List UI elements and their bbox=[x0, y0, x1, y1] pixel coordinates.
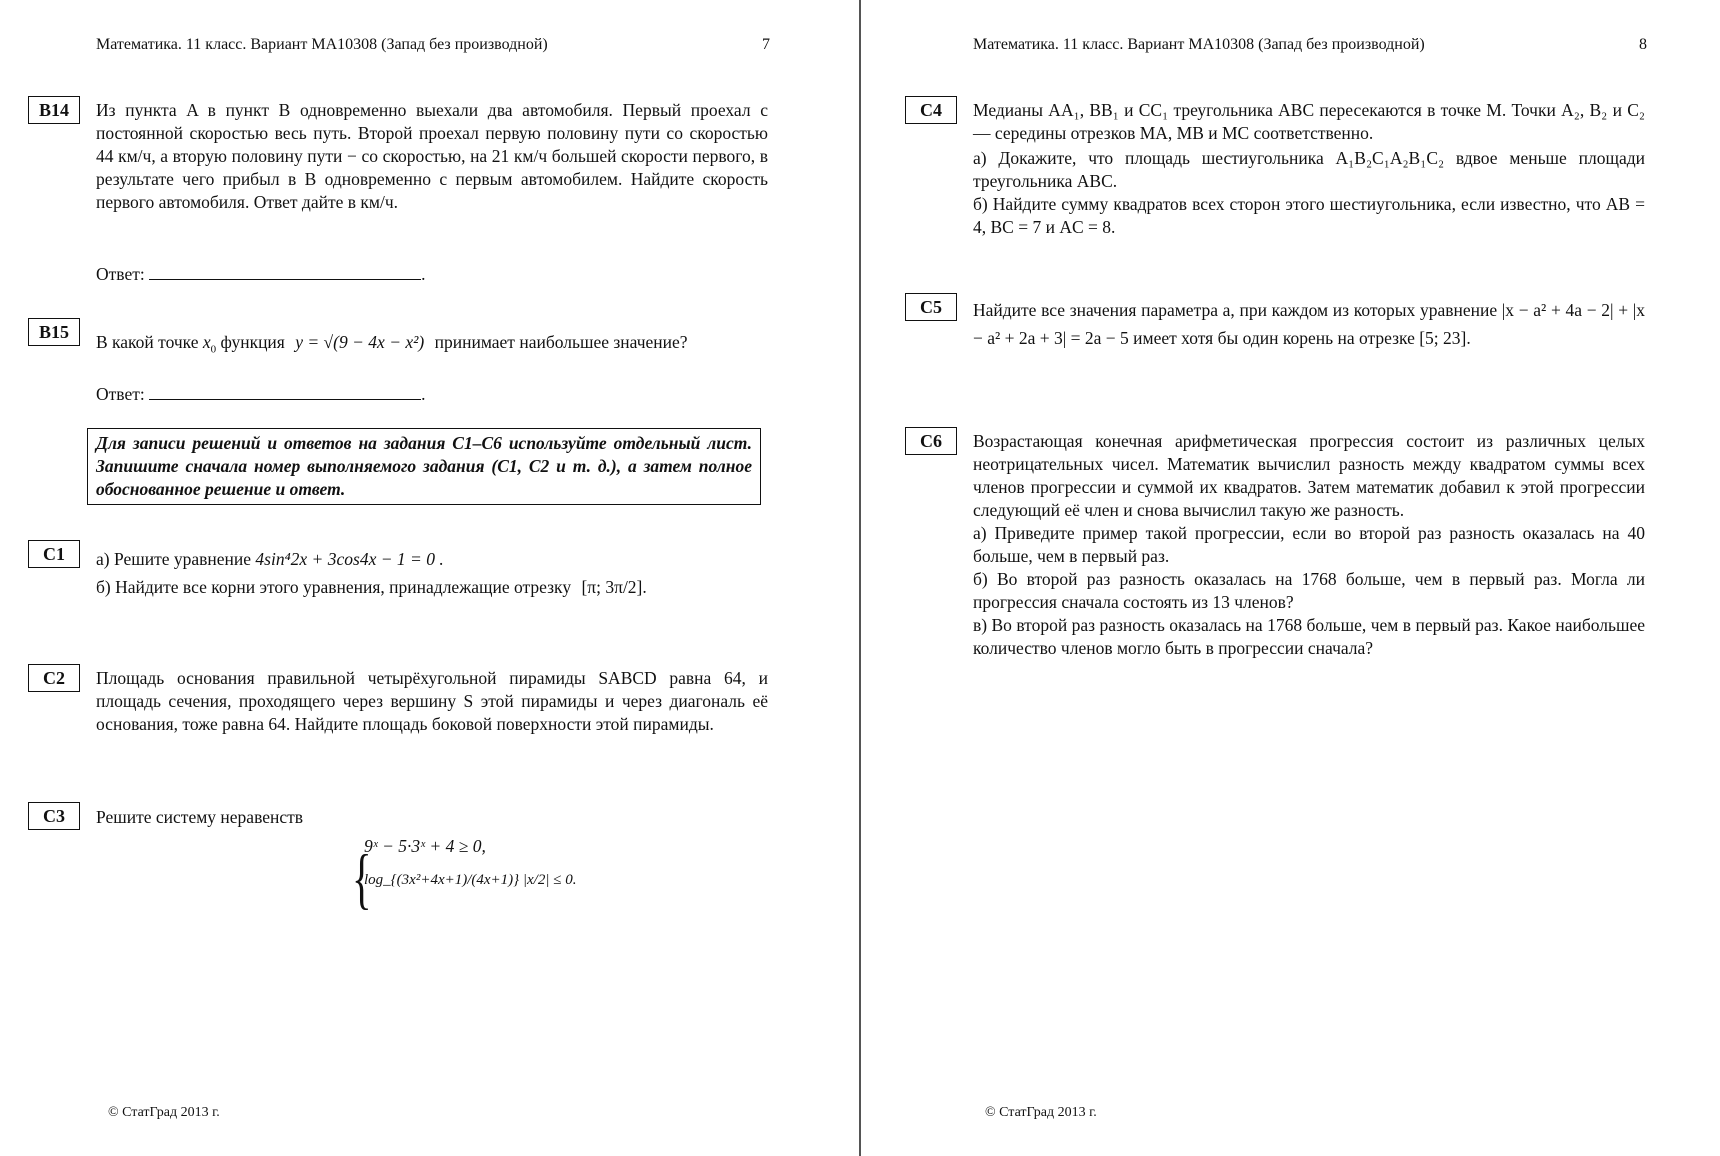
inequality-system: { 9ˣ − 5·3ˣ + 4 ≥ 0, log_{(3x²+4x+1)/(4x+1)} |x/2| ≤ 0. bbox=[352, 836, 577, 916]
answer-label: Ответ: bbox=[96, 384, 145, 404]
page-footer: © СтатГрад 2013 г. bbox=[108, 1105, 220, 1120]
answer-field-b15[interactable]: Ответ: . bbox=[96, 384, 426, 404]
task-c5-text: Найдите все значения параметра a, при каждом из которых уравнение |x − a² + 4a − 2| + |x − a² + 2a + 3| = 2a − 5 имеет хотя бы один корень на отрезке [5; 23]. bbox=[973, 300, 1645, 348]
task-label-b15: B15 bbox=[28, 318, 80, 346]
formula-b15: y = √(9 − 4x − x²) bbox=[295, 332, 425, 352]
task-c6-part-b: б) Во второй раз разность оказалась на 1768 больше, чем в первый раз. Могла ли прогрессия сначала состоять из 13 членов? bbox=[973, 569, 1645, 612]
task-label-c5: C5 bbox=[905, 293, 957, 321]
task-c6-text: Возрастающая конечная арифметическая прогрессия состоит из различных целых неотрицательных чисел. Математик вычислил разность между квадратом суммы всех членов прогрессии и суммой их квадратов. Затем математик добавил к этой прогрессии следующий её член и снова вычислил такую же разность. а) Приведите пример такой прогрессии, если во второй раз разность оказалась на 40 больше, чем в первый раз. б) Во второй раз разность оказалась на 1768 больше, чем в первый раз. Могла ли прогрессия сначала состоять из 13 членов? в) Во второй раз разность оказалась на 1768 больше, чем в первый раз. Какое наибольшее количество членов могло быть в прогрессии сначала? bbox=[973, 431, 1645, 658]
task-label-c6: C6 bbox=[905, 427, 957, 455]
task-c4-part-a: а) Докажите, что площадь шестиугольника A₁B₂C₁A₂B₁C₂ вдвое меньше площади треугольника ABC. bbox=[973, 148, 1645, 191]
task-c6-part-c: в) Во второй раз разность оказалась на 1768 больше, чем в первый раз. Какое наибольшее количество членов могло быть в прогрессии сначала? bbox=[973, 615, 1645, 658]
task-label-b14: B14 bbox=[28, 96, 80, 124]
task-label-c3: C3 bbox=[28, 802, 80, 830]
page-footer: © СтатГрад 2013 г. bbox=[985, 1105, 1097, 1120]
task-label-c4: C4 bbox=[905, 96, 957, 124]
page-right bbox=[861, 0, 1720, 1156]
task-b14-text: Из пункта A в пункт B одновременно выехали два автомобиля. Первый проехал с постоянной скоростью весь путь. Второй проехал первую половину пути со скоростью 44 км/ч, а вторую половину пути − со скоростью, на 21 км/ч большей скорости первого, в результате чего прибыл в B одновременно с первым автомобилем. Найдите скорость первого автомобиля. Ответ дайте в км/ч. bbox=[96, 100, 768, 212]
interval-c1: [π; 3π/2] bbox=[581, 577, 643, 597]
task-c3-text: Решите систему неравенств bbox=[96, 807, 304, 827]
task-label-c1: C1 bbox=[28, 540, 80, 568]
instructions-box: Для записи решений и ответов на задания С1–С6 используйте отдельный лист. Запишите сначала номер выполняемого задания (С1, С2 и т. д.), а затем полное обоснованное решение и ответ. bbox=[87, 428, 761, 505]
task-b15-text: В какой точке $x_0$ функция y = √(9 − 4x − x²) принимает наибольшее значение? bbox=[96, 332, 688, 356]
task-c4-part-b: б) Найдите сумму квадратов всех сторон этого шестиугольника, если известно, что AB = 4, BC = 7 и AC = 8. bbox=[973, 194, 1645, 237]
task-c4-text: Медианы AA₁, BB₁ и CC₁ треугольника ABC пересекаются в точке M. Точки A₂, B₂ и C₂ — середины отрезков MA, MB и MC соответственно. а) Докажите, что площадь шестиугольника A₁B₂C₁A₂B₁C₂ вдвое меньше площади треугольника ABC. б) Найдите сумму квадратов всех сторон этого шестиугольника, если известно, что AB = 4, BC = 7 и AC = 8. bbox=[973, 100, 1645, 237]
task-c6-part-a: а) Приведите пример такой прогрессии, если во второй раз разность оказалась на 40 больше, чем в первый раз. bbox=[973, 523, 1645, 566]
inequality-line-1: 9ˣ − 5·3ˣ + 4 ≥ 0, bbox=[364, 836, 486, 856]
page-number: 8 bbox=[1639, 36, 1647, 53]
page-number: 7 bbox=[762, 36, 770, 53]
page-header: Математика. 11 класс. Вариант МА10308 (Запад без производной) bbox=[96, 36, 548, 53]
formula-c1: 4sin⁴2x + 3cos4x − 1 = 0 . bbox=[255, 549, 444, 569]
task-c1-part-b: б) Найдите все корни этого уравнения, принадлежащие отрезку [π; 3π/2]. bbox=[96, 577, 647, 597]
task-c1-part-a: а) Решите уравнение 4sin⁴2x + 3cos4x − 1 = 0 . bbox=[96, 549, 444, 569]
task-c2-text: Площадь основания правильной четырёхугольной пирамиды SABCD равна 64, и площадь сечения, проходящего через вершину S этой пирамиды и через диагональ её основания, тоже равна 64. Найдите площадь боковой поверхности этой пирамиды. bbox=[96, 668, 768, 734]
answer-label: Ответ: bbox=[96, 264, 145, 284]
answer-field-b14[interactable]: Ответ: . bbox=[96, 264, 426, 284]
page-left bbox=[0, 0, 859, 1156]
task-label-c2: C2 bbox=[28, 664, 80, 692]
inequality-line-2: log_{(3x²+4x+1)/(4x+1)} |x/2| ≤ 0. bbox=[364, 872, 577, 888]
page-header: Математика. 11 класс. Вариант МА10308 (Запад без производной) bbox=[973, 36, 1425, 53]
